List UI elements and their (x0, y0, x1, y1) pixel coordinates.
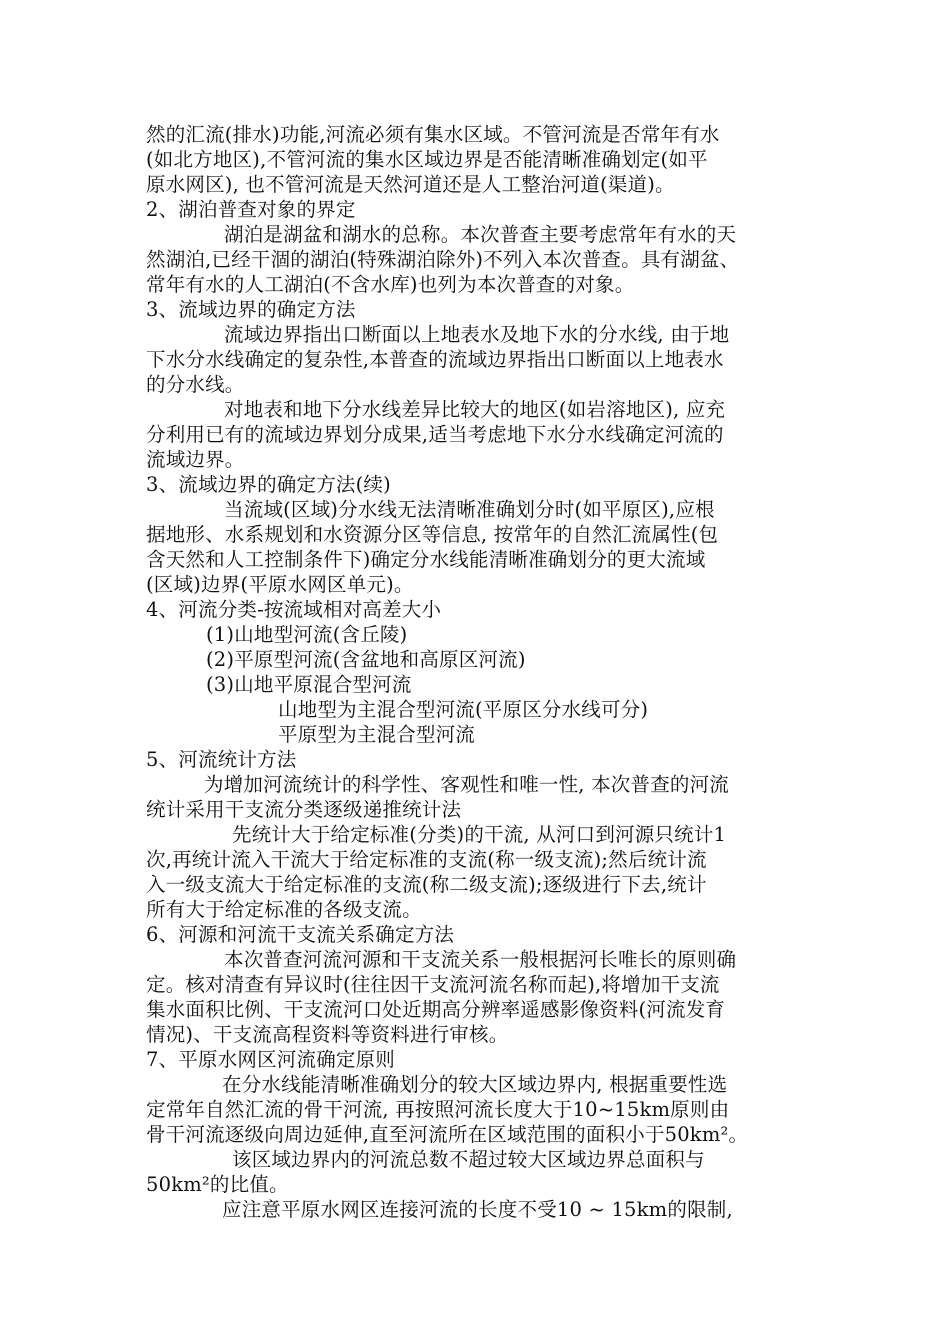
text-line: 当流域(区域)分水线无法清晰准确划分时(如平原区),应根 (224, 498, 715, 521)
section-heading: 3、流域边界的确定方法 (146, 298, 356, 321)
text-line: 本次普查河流河源和干支流关系一般根据河长唯长的原则确 (224, 948, 737, 971)
sub-list-item: 山地型为主混合型河流(平原区分水线可分) (278, 698, 649, 721)
text-line: 骨干河流逐级向周边延伸,直至河流所在区域范围的面积小于50km²。 (146, 1123, 749, 1146)
text-line: 然的汇流(排水)功能,河流必须有集水区域。不管河流是否常年有水 (146, 123, 720, 146)
text-line: (如北方地区),不管河流的集水区域边界是否能清晰准确划定(如平 (146, 148, 708, 171)
list-item: (3)山地平原混合型河流 (206, 673, 412, 696)
text-line: 情况)、干支流高程资料等资料进行审核。 (146, 1023, 509, 1046)
text-line: 次,再统计流入干流大于给定标准的支流(称一级支流);然后统计流 (146, 848, 707, 871)
text-line: 下水分水线确定的复杂性,本普查的流域边界指出口断面以上地表水 (146, 348, 724, 371)
section-heading: 2、湖泊普查对象的界定 (146, 198, 356, 221)
text-line: 据地形、水系规划和水资源分区等信息, 按常年的自然汇流属性(包 (146, 523, 719, 546)
text-line: 原水网区), 也不管河流是天然河道还是人工整治河道(渠道)。 (146, 173, 675, 196)
text-line: 分利用已有的流域边界划分成果,适当考虑地下水分水线确定河流的 (146, 423, 724, 446)
text-line: 该区域边界内的河流总数不超过较大区域边界总面积与 (232, 1148, 705, 1171)
text-line: 统计采用干支流分类逐级递推统计法 (146, 798, 462, 821)
text-line: 流域边界。 (146, 448, 245, 471)
text-line: 50km²的比值。 (146, 1173, 289, 1196)
section-heading: 4、河流分类-按流域相对高差大小 (146, 598, 442, 621)
text-line: 含天然和人工控制条件下)确定分水线能清晰准确划分的更大流域 (146, 548, 706, 571)
text-line: 流域边界指出口断面以上地表水及地下水的分水线, 由于地 (224, 323, 730, 346)
section-heading: 6、河源和河流干支流关系确定方法 (146, 923, 455, 946)
text-line: 在分水线能清晰准确划分的较大区域边界内, 根据重要性选 (222, 1073, 728, 1096)
text-line: 定常年自然汇流的骨干河流, 再按照河流长度大于10~15km原则由 (146, 1098, 730, 1121)
text-line: 入一级支流大于给定标准的支流(称二级支流);逐级进行下去,统计 (146, 873, 707, 896)
text-line: 集水面积比例、干支流河口处近期高分辨率遥感影像资料(河流发育 (146, 998, 726, 1021)
section-heading: 7、平原水网区河流确定原则 (146, 1048, 396, 1071)
text-line: 然湖泊,已经干涸的湖泊(特殊湖泊除外)不列入本次普查。具有湖盆、 (146, 248, 740, 271)
section-heading: 5、河流统计方法 (146, 748, 297, 771)
document-body (146, 122, 818, 1222)
list-item: (2)平原型河流(含盆地和高原区河流) (206, 648, 526, 671)
text-line: (区域)边界(平原水网区单元)。 (146, 573, 414, 596)
text-line: 的分水线。 (146, 373, 245, 396)
text-line: 为增加河流统计的科学性、客观性和唯一性, 本次普查的河流 (204, 773, 729, 796)
text-line: 常年有水的人工湖泊(不含水库)也列为本次普查的对象。 (146, 273, 635, 296)
section-heading: 3、流域边界的确定方法(续) (146, 473, 391, 496)
text-line: 湖泊是湖盆和湖水的总称。本次普查主要考虑常年有水的天 (224, 223, 737, 246)
sub-list-item: 平原型为主混合型河流 (278, 723, 476, 746)
text-line: 对地表和地下分水线差异比较大的地区(如岩溶地区), 应充 (224, 398, 726, 421)
text-line: 所有大于给定标准的各级支流。 (146, 898, 422, 921)
text-line: 应注意平原水网区连接河流的长度不受10 ~ 15km的限制, (222, 1198, 733, 1221)
text-line: 定。核对清查有异议时(往往因干支流河流名称而起),将增加干支流 (146, 973, 720, 996)
text-line: 先统计大于给定标准(分类)的干流, 从河口到河源只统计1 (232, 823, 727, 846)
list-item: (1)山地型河流(含丘陵) (206, 623, 408, 646)
